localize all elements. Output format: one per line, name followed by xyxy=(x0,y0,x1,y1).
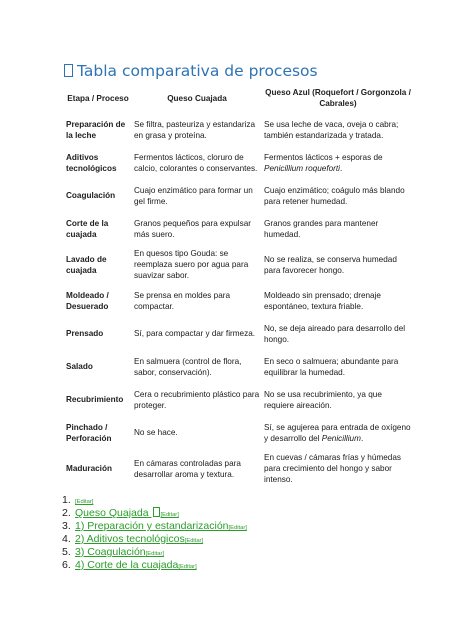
header-azul: Queso Azul (Roquefort / Gorgonzola / Cabrales) xyxy=(265,88,411,108)
cuajada-cell: Se prensa en moldes para compactar. xyxy=(134,290,231,311)
stage-cell: Aditivos tecnológicos xyxy=(66,152,117,173)
cuajada-cell: No se hace. xyxy=(134,428,178,437)
toc-link-coagulacion[interactable]: 3) Coagulación xyxy=(75,546,146,558)
table-row xyxy=(64,113,414,146)
toc-item xyxy=(62,507,247,520)
toc-item xyxy=(62,520,247,533)
table-row xyxy=(64,212,414,245)
table-row xyxy=(64,449,414,488)
toc-item xyxy=(62,559,247,572)
cuajada-cell: Cuajo enzimático para formar un gel firme. xyxy=(134,185,253,206)
toc-link-aditivos[interactable]: 2) Aditivos tecnológicos xyxy=(75,533,185,545)
azul-text: Fermentos lácticos + esporas de xyxy=(264,152,383,162)
azul-cell: Se usa leche de vaca, oveja o cabra; también estandarizada y tratada. xyxy=(264,119,399,140)
toc-edit-link[interactable]: [Editar] xyxy=(160,512,179,518)
toc-item xyxy=(62,533,247,546)
table-of-contents xyxy=(62,494,247,572)
table-row xyxy=(64,284,414,317)
cuajada-cell: Fermentos lácticos, cloruro de calcio, colorantes o conservantes. xyxy=(134,152,258,173)
stage-cell: Prensado xyxy=(66,329,104,338)
cuajada-cell: Sí, para compactar y dar firmeza. xyxy=(134,329,256,338)
azul-cell: Granos grandes para mantener humedad. xyxy=(264,218,379,239)
azul-cell xyxy=(262,416,414,449)
stage-cell: Salado xyxy=(66,362,93,371)
stage-cell: Moldeado / Desuerado xyxy=(66,290,109,311)
azul-cell: Cuajo enzimático; coágulo más blando para retener humedad. xyxy=(264,185,405,206)
stage-cell: Preparación de la leche xyxy=(66,119,126,140)
azul-text: Sí, se agujerea para entrada de oxígeno y desarrollo del xyxy=(264,422,411,443)
comparison-table xyxy=(64,84,414,488)
stage-cell: Recubrimiento xyxy=(66,395,124,404)
stage-cell: Corte de la cuajada xyxy=(66,218,109,239)
header-cuajada: Queso Cuajada xyxy=(167,93,227,103)
toc-edit-link[interactable]: [Editar] xyxy=(178,564,197,570)
header-stage: Etapa / Proceso xyxy=(67,93,129,103)
azul-cell: No se realiza, se conserva humedad para favorecer hongo. xyxy=(264,254,397,275)
toc-number: 5. xyxy=(62,546,71,558)
azul-cell: Moldeado sin prensado; drenaje espontáneo, textura friable. xyxy=(264,290,381,311)
page-title-text: Tabla comparativa de procesos xyxy=(77,62,318,80)
page-title xyxy=(64,62,414,80)
stage-cell: Maduración xyxy=(66,464,112,473)
toc-edit-link[interactable]: [Editar] xyxy=(184,538,204,544)
azul-cell: En cuevas / cámaras frías y húmedas para crecimiento del hongo y sabor intenso. xyxy=(264,453,401,484)
table-row xyxy=(64,179,414,212)
toc-number: 2. xyxy=(62,507,71,519)
toc-item xyxy=(62,546,247,559)
toc-number: 4. xyxy=(62,533,71,545)
cuajada-cell: En quesos tipo Gouda: se reemplaza suero por agua para suavizar sabor. xyxy=(134,249,249,280)
toc-edit-link[interactable]: [Editar] xyxy=(145,551,165,557)
stage-cell: Pinchado / Perforación xyxy=(66,422,112,443)
toc-edit-link[interactable]: [Editar] xyxy=(228,525,247,531)
azul-cell: No, se deja aireado para desarrollo del hongo. xyxy=(264,323,406,344)
toc-number: 1. xyxy=(62,494,71,506)
toc-link-corte[interactable]: 4) Corte de la cuajada xyxy=(75,559,179,571)
table-row xyxy=(64,350,414,383)
azul-cell: No se usa recubrimiento, ya que requiere aireación. xyxy=(264,389,382,410)
cuajada-cell: En salmuera (control de flora, sabor, conservación). xyxy=(134,356,242,377)
toc-link-preparacion[interactable]: 1) Preparación y estandarización xyxy=(75,520,229,532)
azul-species: Penicillium roqueforti xyxy=(264,163,340,173)
toc-edit-link[interactable]: [Editar] xyxy=(75,499,94,505)
table-header-row xyxy=(64,84,414,113)
table-row xyxy=(64,146,414,179)
table-row xyxy=(64,317,414,350)
toc-number: 3. xyxy=(62,520,71,532)
azul-text-end: . xyxy=(340,163,343,173)
azul-cell: En seco o salmuera; abundante para equilibrar la humedad. xyxy=(264,356,399,377)
toc-item xyxy=(62,494,247,507)
cuajada-cell: Granos pequeños para expulsar más suero. xyxy=(134,218,251,239)
toc-number: 6. xyxy=(62,559,71,571)
stage-cell: Coagulación xyxy=(66,191,116,200)
cuajada-cell: En cámaras controladas para desarrollar aroma y textura. xyxy=(134,458,241,479)
azul-species: Penicillium xyxy=(321,433,361,443)
azul-cell xyxy=(262,146,414,179)
toc-link-queso-quajada[interactable]: Queso Quajada xyxy=(75,507,152,519)
table-row xyxy=(64,416,414,449)
table-row xyxy=(64,245,414,284)
cuajada-cell: Se filtra, pasteuriza y estandariza en grasa y proteína. xyxy=(134,119,256,140)
missing-glyph-box-icon xyxy=(64,64,73,77)
azul-text-end: . xyxy=(360,433,364,443)
table-row xyxy=(64,383,414,416)
stage-cell: Lavado de cuajada xyxy=(66,254,107,275)
cuajada-cell: Cera o recubrimiento plástico para proteger. xyxy=(134,389,260,410)
document-page xyxy=(64,62,414,488)
